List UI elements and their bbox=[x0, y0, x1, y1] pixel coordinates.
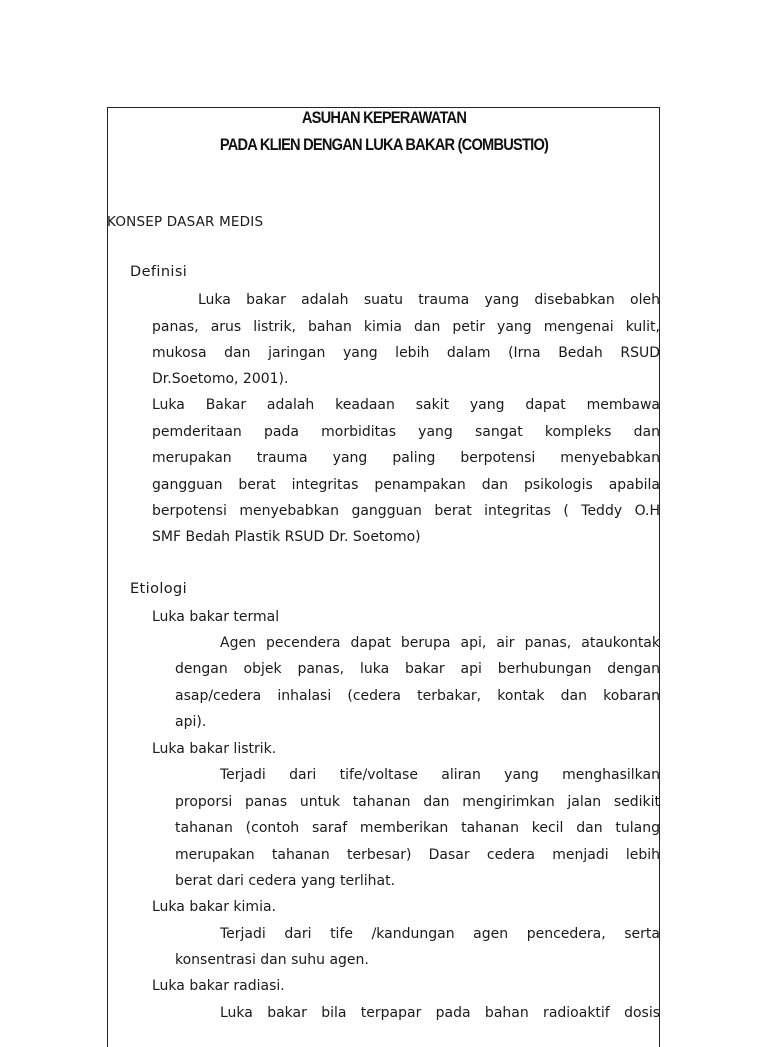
termal-line-3: asap/cedera inhalasi (cedera terbakar, kontak dan kobaran bbox=[175, 688, 660, 704]
definisi-p2-line-1: Luka Bakar adalah keadaan sakit yang dapat membawa bbox=[152, 397, 660, 413]
definisi-p2-line-3: merupakan trauma yang paling berpotensi menyebabkan bbox=[152, 450, 660, 466]
definisi-p2-line-5: berpotensi menyebabkan gangguan berat integritas ( Teddy O.H bbox=[152, 503, 660, 519]
document-title-line-2: PADA KLIEN DENGAN LUKA BAKAR (COMBUSTIO) bbox=[219, 135, 549, 154]
definisi-p1-line-3: mukosa dan jaringan yang lebih dalam (Irna Bedah RSUD bbox=[152, 345, 660, 361]
listrik-line-5: berat dari cedera yang terlihat. bbox=[175, 873, 396, 889]
termal-line-1: Agen pecendera dapat berupa api, air panas, ataukontak bbox=[220, 635, 660, 651]
definisi-p2-line-4: gangguan berat integritas penampakan dan psikologis apabila bbox=[152, 477, 660, 493]
termal-line-4: api). bbox=[175, 714, 207, 730]
listrik-line-2: proporsi panas untuk tahanan dan mengirimkan jalan sedikit bbox=[175, 794, 660, 810]
kimia-line-2: konsentrasi dan suhu agen. bbox=[175, 952, 369, 968]
listrik-line-3: tahanan (contoh saraf memberikan tahanan kecil dan tulang bbox=[175, 820, 660, 836]
document-title-line-1: ASUHAN KEPERAWATAN bbox=[301, 108, 467, 127]
definisi-heading: Definisi bbox=[130, 264, 188, 280]
etiologi-heading: Etiologi bbox=[130, 581, 188, 597]
definisi-p1-line-4: Dr.Soetomo, 2001). bbox=[152, 371, 289, 387]
listrik-line-1: Terjadi dari tife/voltase aliran yang menghasilkan bbox=[220, 767, 660, 783]
definisi-p2-line-6: SMF Bedah Plastik RSUD Dr. Soetomo) bbox=[152, 529, 421, 545]
definisi-p1-line-2: panas, arus listrik, bahan kimia dan petir yang mengenai kulit, bbox=[152, 319, 660, 335]
radiasi-label: Luka bakar radiasi. bbox=[152, 978, 285, 994]
kimia-line-1: Terjadi dari tife /kandungan agen pencedera, serta bbox=[220, 926, 660, 942]
radiasi-line-1: Luka bakar bila terpapar pada bahan radioaktif dosis bbox=[220, 1005, 660, 1021]
listrik-label: Luka bakar listrik. bbox=[152, 741, 277, 757]
definisi-p1-line-1: Luka bakar adalah suatu trauma yang disebabkan oleh bbox=[198, 292, 660, 308]
termal-label: Luka bakar termal bbox=[152, 609, 280, 625]
termal-line-2: dengan objek panas, luka bakar api berhubungan dengan bbox=[175, 661, 660, 677]
kimia-label: Luka bakar kimia. bbox=[152, 899, 276, 915]
definisi-p2-line-2: pemderitaan pada morbiditas yang sangat kompleks dan bbox=[152, 424, 660, 440]
section-heading: KONSEP DASAR MEDIS bbox=[107, 214, 264, 230]
listrik-line-4: merupakan tahanan terbesar) Dasar cedera menjadi lebih bbox=[175, 847, 660, 863]
